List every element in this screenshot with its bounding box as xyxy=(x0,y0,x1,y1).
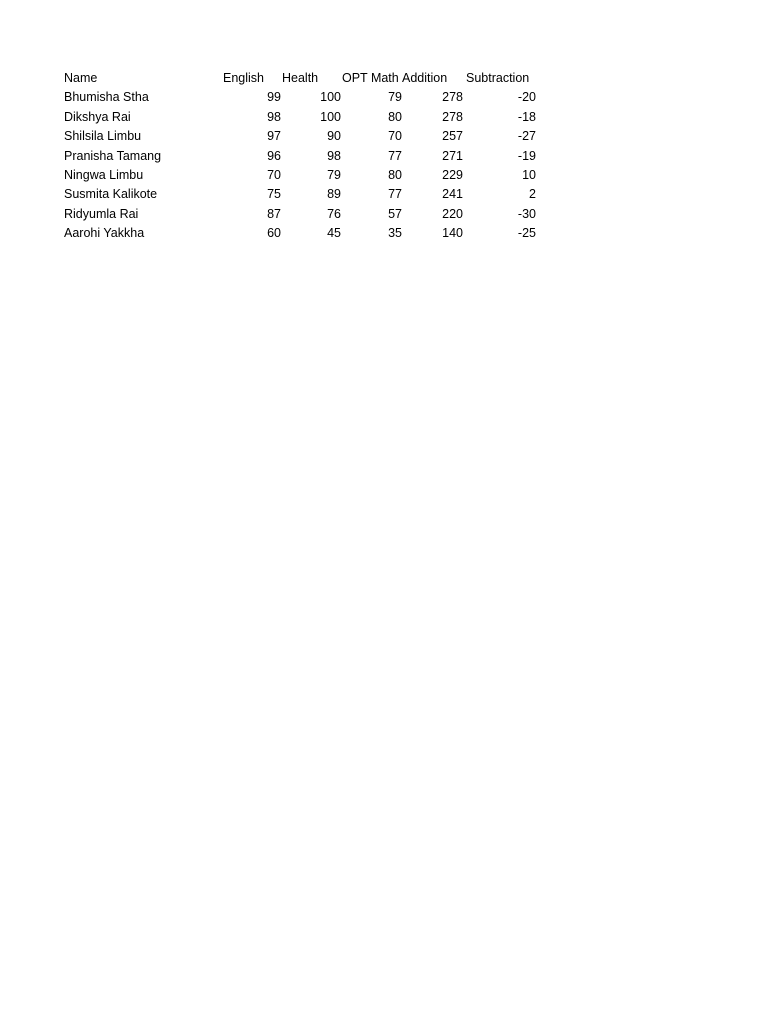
header-health: Health xyxy=(282,71,319,85)
cell-health: 98 xyxy=(327,148,341,163)
cell-name: Shilsila Limbu xyxy=(64,129,142,144)
cell-english: 98 xyxy=(267,109,281,124)
header-english: English xyxy=(223,71,264,85)
cell-health: 45 xyxy=(327,226,341,241)
cell-english: 87 xyxy=(267,206,281,221)
cell-name: Pranisha Tamang xyxy=(64,148,162,163)
header-addition: Addition xyxy=(402,71,448,85)
cell-subtraction: -27 xyxy=(517,129,536,144)
table-row xyxy=(64,147,536,166)
cell-addition: 140 xyxy=(442,226,463,241)
cell-name: Ningwa Limbu xyxy=(64,168,144,183)
table-row xyxy=(64,108,536,127)
cell-subtraction: 10 xyxy=(522,168,536,183)
cell-english: 60 xyxy=(267,226,281,241)
marks-table xyxy=(64,69,536,244)
cell-health: 76 xyxy=(327,206,341,221)
cell-opt-math: 80 xyxy=(388,168,402,183)
header-opt-math: OPT Math xyxy=(342,71,399,85)
cell-subtraction: -30 xyxy=(517,206,536,221)
header-name: Name xyxy=(64,71,98,85)
cell-opt-math: 80 xyxy=(388,109,402,124)
cell-addition: 241 xyxy=(442,187,463,202)
table-row xyxy=(64,127,536,146)
cell-health: 100 xyxy=(320,109,341,124)
header-subtraction: Subtraction xyxy=(466,71,530,85)
marks-sheet xyxy=(64,69,536,244)
cell-name: Susmita Kalikote xyxy=(64,187,158,202)
cell-health: 100 xyxy=(320,90,341,105)
cell-health: 79 xyxy=(327,168,341,183)
cell-name: Ridyumla Rai xyxy=(64,206,139,221)
cell-opt-math: 77 xyxy=(388,187,402,202)
cell-subtraction: -19 xyxy=(517,148,536,163)
cell-opt-math: 35 xyxy=(388,226,402,241)
cell-addition: 278 xyxy=(442,109,463,124)
cell-subtraction: -25 xyxy=(517,226,536,241)
cell-opt-math: 77 xyxy=(388,148,402,163)
cell-addition: 229 xyxy=(442,168,463,183)
table-row xyxy=(64,224,536,243)
table-row xyxy=(64,166,536,185)
cell-name: Aarohi Yakkha xyxy=(64,226,145,241)
cell-health: 89 xyxy=(327,187,341,202)
cell-addition: 271 xyxy=(442,148,463,163)
header-row xyxy=(64,69,536,88)
cell-english: 75 xyxy=(267,187,281,202)
cell-subtraction: 2 xyxy=(529,187,536,202)
cell-name: Dikshya Rai xyxy=(64,109,131,124)
cell-opt-math: 57 xyxy=(388,206,402,221)
table-row xyxy=(64,88,536,107)
cell-english: 97 xyxy=(267,129,281,144)
cell-subtraction: -18 xyxy=(517,109,536,124)
cell-subtraction: -20 xyxy=(517,90,536,105)
cell-addition: 257 xyxy=(442,129,463,144)
cell-addition: 278 xyxy=(442,90,463,105)
cell-english: 96 xyxy=(267,148,281,163)
cell-opt-math: 70 xyxy=(388,129,402,144)
table-row xyxy=(64,205,536,224)
table-row xyxy=(64,185,536,204)
cell-health: 90 xyxy=(327,129,341,144)
cell-opt-math: 79 xyxy=(388,90,402,105)
cell-name: Bhumisha Stha xyxy=(64,90,149,105)
cell-english: 70 xyxy=(267,168,281,183)
cell-english: 99 xyxy=(267,90,281,105)
cell-addition: 220 xyxy=(442,206,463,221)
